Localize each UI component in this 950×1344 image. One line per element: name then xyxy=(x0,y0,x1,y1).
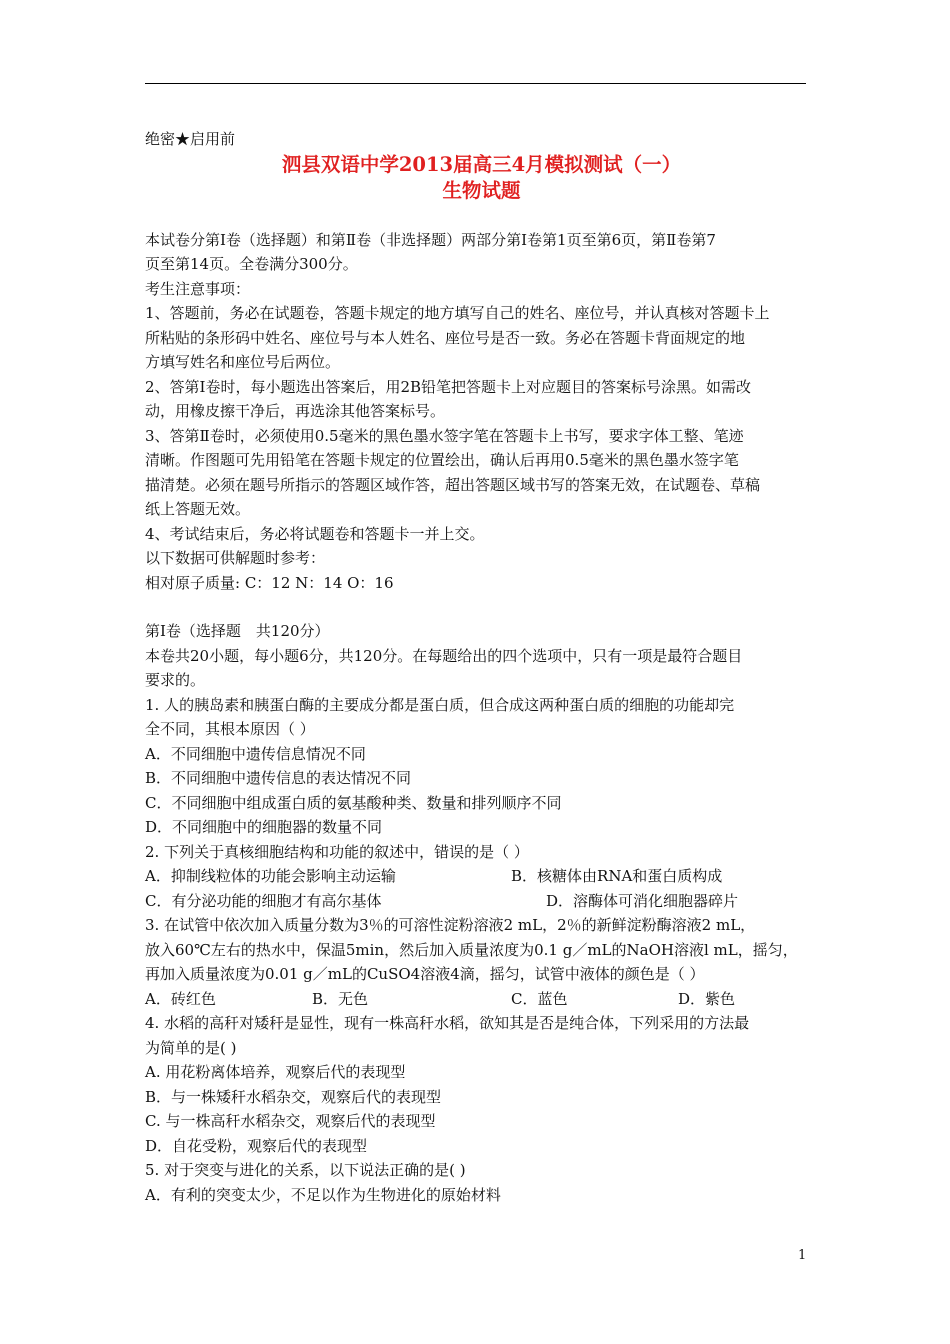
intro-line: 相对原子质量: C：12 N：14 O：16 xyxy=(145,573,394,592)
intro-line: 3、答第Ⅱ卷时，必须使用0.5毫米的黑色墨水签字笔在答题卡上书写，要求字体工整、笔迹 xyxy=(145,426,744,445)
option-row xyxy=(145,889,810,914)
option-row xyxy=(145,864,810,889)
intro-block xyxy=(145,228,810,596)
option-c: C．有分泌功能的细胞才有高尔基体 xyxy=(145,891,382,910)
intro-line: 动，用橡皮擦干净后，再选涂其他答案标号。 xyxy=(145,402,446,420)
header-rule xyxy=(145,83,806,84)
option-c: C．不同细胞中组成蛋白质的氨基酸种类、数量和排列顺序不同 xyxy=(145,793,562,812)
intro-line: 本试卷分第Ⅰ卷（选择题）和第Ⅱ卷（非选择题）两部分第Ⅰ卷第1页至第6页，第Ⅱ卷第7 xyxy=(145,230,716,249)
intro-line: 清晰。作图题可先用铅笔在答题卡规定的位置绘出，确认后再用0.5毫米的黑色墨水签字笔 xyxy=(145,451,739,469)
question-stem: 3. 在试管中依次加入质量分数为3％的可溶性淀粉溶液2 mL，2％的新鲜淀粉酶溶液2 mL， xyxy=(145,916,756,934)
question-stem: 放入60℃左右的热水中，保温5min，然后加入质量浓度为0.1 g／mL的NaOH溶液l mL，摇匀， xyxy=(145,940,798,959)
spacer xyxy=(145,204,810,228)
intro-line: 方填写姓名和座位号后两位。 xyxy=(145,353,341,371)
question-1 xyxy=(145,693,810,840)
section-desc: 要求的。 xyxy=(145,671,206,689)
intro-line: 2、答第Ⅰ卷时，每小题选出答案后，用2B铅笔把答题卡上对应题目的答案标号涂黑。如需改 xyxy=(145,377,752,396)
question-stem: 5. 对于突变与进化的关系，以下说法正确的是( ) xyxy=(145,1161,466,1179)
question-stem: 4. 水稻的高秆对矮秆是显性，现有一株高秆水稻，欲知其是否是纯合体，下列采用的方法最 xyxy=(145,1014,750,1032)
question-5 xyxy=(145,1158,810,1207)
option-b: B．不同细胞中遗传信息的表达情况不同 xyxy=(145,769,412,787)
section-heading: 第Ⅰ卷（选择题 共120分） xyxy=(145,622,330,640)
option-b: B．无色 xyxy=(312,989,369,1008)
option-c: C．蓝色 xyxy=(511,989,568,1008)
question-stem: 为简单的是( ) xyxy=(145,1038,237,1057)
option-d: D．溶酶体可消化细胞器碎片 xyxy=(546,891,739,910)
spacer xyxy=(145,595,810,619)
intro-line: 描清楚。必须在题号所指示的答题区域作答，超出答题区域书写的答案无效，在试题卷、草稿 xyxy=(145,475,761,494)
option-a: A．有利的突变太少，不足以作为生物进化的原始材料 xyxy=(145,1185,501,1204)
option-d: D．自花受粉，观察后代的表现型 xyxy=(145,1136,368,1155)
intro-line: 4、考试结束后，务必将试题卷和答题卡一并上交。 xyxy=(145,524,485,543)
question-4 xyxy=(145,1011,810,1158)
question-stem: 全不同，其根本原因（ ） xyxy=(145,720,315,738)
intro-line: 所粘贴的条形码中姓名、座位号与本人姓名、座位号是否一致。务必在答题卡背面规定的地 xyxy=(145,328,746,347)
question-stem: 1. 人的胰岛素和胰蛋白酶的主要成分都是蛋白质，但合成这两种蛋白质的细胞的功能却完 xyxy=(145,695,735,714)
option-a: A．抑制线粒体的功能会影响主动运输 xyxy=(145,867,396,885)
page-number: 1 xyxy=(798,1248,807,1263)
option-a: A．砖红色 xyxy=(145,989,216,1008)
intro-line: 纸上答题无效。 xyxy=(145,500,251,518)
option-c: C. 与一株高秆水稻杂交，观察后代的表现型 xyxy=(145,1112,436,1130)
question-stem: 再加入质量浓度为0.01 g／mL的CuSO4溶液4滴，摇匀，试管中液体的颜色是（ ） xyxy=(145,965,705,983)
option-a: A. 用花粉离体培养，观察后代的表现型 xyxy=(145,1063,406,1081)
question-3 xyxy=(145,913,810,1011)
question-stem: 2. 下列关于真核细胞结构和功能的叙述中，错误的是（ ） xyxy=(145,842,529,861)
intro-line: 1、答题前，务必在试题卷，答题卡规定的地方填写自己的姓名、座位号，并认真核对答题卡上 xyxy=(145,304,770,322)
intro-line: 以下数据可供解题时参考： xyxy=(145,549,326,567)
option-b: B．核糖体由RNA和蛋白质构成 xyxy=(511,867,723,885)
section-desc: 本卷共20小题，每小题6分，共120分。在每题给出的四个选项中，只有一项是最符合题目 xyxy=(145,646,743,665)
option-a: A．不同细胞中遗传信息情况不同 xyxy=(145,744,366,763)
exam-subtitle: 生物试题 xyxy=(442,178,521,202)
confidential-label: 绝密★启用前 xyxy=(145,130,236,148)
option-d: D．紫色 xyxy=(678,989,736,1008)
option-row xyxy=(145,987,810,1012)
intro-line: 考生注意事项： xyxy=(145,279,251,298)
option-d: D．不同细胞中的细胞器的数量不同 xyxy=(145,818,383,836)
exam-title: 泗县双语中学2013届高三4月模拟测试（一） xyxy=(281,152,682,176)
question-2 xyxy=(145,840,810,914)
document-body xyxy=(145,127,810,1207)
intro-line: 页至第14页。全卷满分300分。 xyxy=(145,255,358,273)
option-b: B．与一株矮秆水稻杂交，观察后代的表现型 xyxy=(145,1087,442,1106)
